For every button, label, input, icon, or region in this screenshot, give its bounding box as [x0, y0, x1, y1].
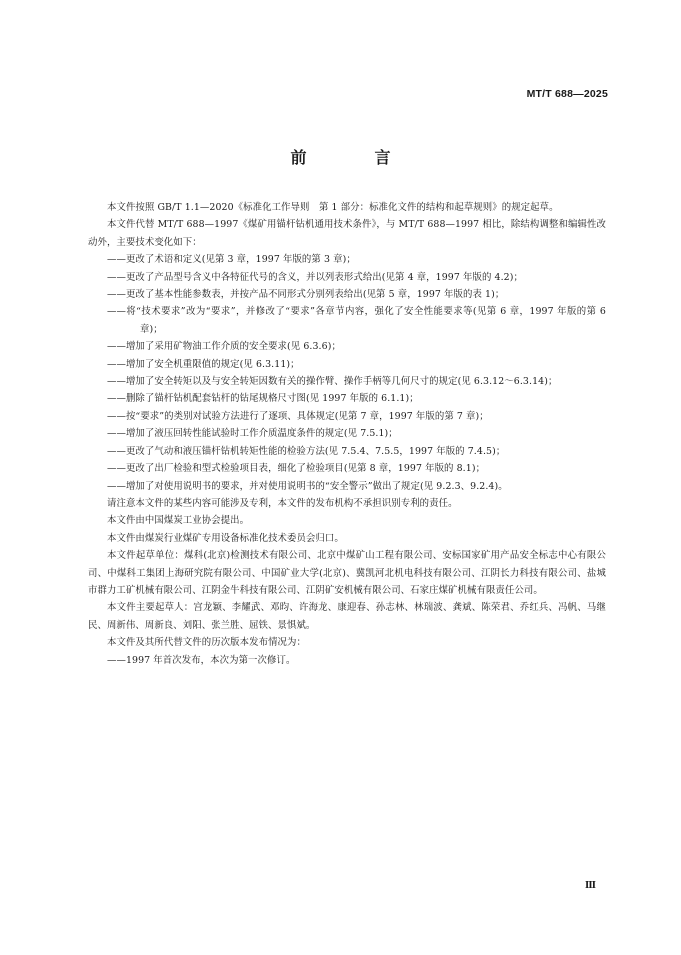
- change-item: ——更改了术语和定义(见第 3 章，1997 年版的第 3 章)；: [107, 254, 356, 266]
- paragraph: 本文件代替 MT/T 688—1997《煤矿用锚杆钻机通用技术条件》，与 MT/T 688—1997 相比，除结构调整和编辑性改动外，主要技术变化如下：: [88, 219, 606, 248]
- committee: 本文件由煤炭行业煤矿专用设备标准化技术委员会归口。: [107, 532, 344, 544]
- document-body: [88, 199, 606, 669]
- change-item: ——增加了对使用说明书的要求，并对使用说明书的“安全警示”做出了规定(见 9.2.3、9.2.4)。: [107, 480, 508, 492]
- change-item: ——将“技术要求”改为“要求”，并修改了“要求”各章节内容，强化了安全性能要求等(见第 6 章，1997 年版的第 6 章)；: [107, 306, 606, 335]
- change-item: ——更改了基本性能参数表，并按产品不同形式分别列表给出(见第 5 章，1997 年版的表 1)；: [107, 289, 505, 301]
- change-item: ——增加了安全转矩以及与安全转矩因数有关的操作臂、操作手柄等几何尺寸的规定(见 6.3.12～6.3.14)；: [107, 376, 558, 388]
- change-item: ——按“要求”的类别对试验方法进行了逐项、具体规定(见第 7 章，1997 年版的第 7 章)；: [107, 410, 489, 422]
- change-item: ——删除了锚杆钻机配套钻杆的钻尾规格尺寸图(见 1997 年版的 6.1.1)；: [107, 393, 419, 405]
- change-item: ——增加了采用矿物油工作介质的安全要求(见 6.3.6)；: [107, 341, 341, 353]
- drafting-units: 本文件起草单位：煤科(北京)检测技术有限公司、北京中煤矿山工程有限公司、安标国家矿用产品安全标志中心有限公司、中煤科工集团上海研究院有限公司、中国矿业大学(北京)、冀凯河北机电科技有限公司、江阴长力科技有限公司、盐城市群力工矿机械有限公司、江阴金牛科技有限公司、江阴矿安机械有限公司、石家庄煤矿机械有限责任公司。: [88, 550, 606, 596]
- change-item: ——更改了出厂检验和型式检验项目表，细化了检验项目(见第 8 章，1997 年版的 8.1)；: [107, 463, 486, 475]
- drafters: 本文件主要起草人：宫龙颖、李耀武、邓昀、许海龙、康迎春、孙志林、林瑞波、龚斌、陈荣君、乔红兵、冯帆、马继民、周新伟、周新良、刘阳、张兰胜、屈铁、景惧斌。: [88, 602, 606, 631]
- proposer: 本文件由中国煤炭工业协会提出。: [107, 515, 250, 527]
- patent-notice: 请注意本文件的某些内容可能涉及专利，本文件的发布机构不承担识别专利的责任。: [107, 497, 458, 509]
- change-item: ——更改了产品型号含义中各特征代号的含义，并以列表形式给出(见第 4 章，1997 年版的 4.2)；: [107, 271, 523, 283]
- history-intro: 本文件及其所代替文件的历次版本发布情况为：: [107, 637, 306, 649]
- standard-number: MT/T 688—2025: [526, 88, 608, 100]
- change-item: ——增加了液压回转性能试验时工作介质温度条件的规定(见 7.5.1)；: [107, 428, 398, 440]
- change-item: ——增加了安全机重限值的规定(见 6.3.11)；: [107, 358, 300, 370]
- paragraph: 本文件按照 GB/T 1.1—2020《标准化工作导则 第 1 部分：标准化文件的结构和起草规则》的规定起草。: [107, 202, 559, 213]
- page-number: Ⅲ: [585, 881, 596, 891]
- page-title: 前 言: [290, 148, 417, 167]
- change-item: ——更改了气动和液压锚杆钻机转矩性能的检验方法(见 7.5.4、7.5.5，1997 年版的 7.4.5)；: [107, 445, 506, 457]
- history-item: ——1997 年首次发布，本次为第一次修订。: [107, 654, 296, 666]
